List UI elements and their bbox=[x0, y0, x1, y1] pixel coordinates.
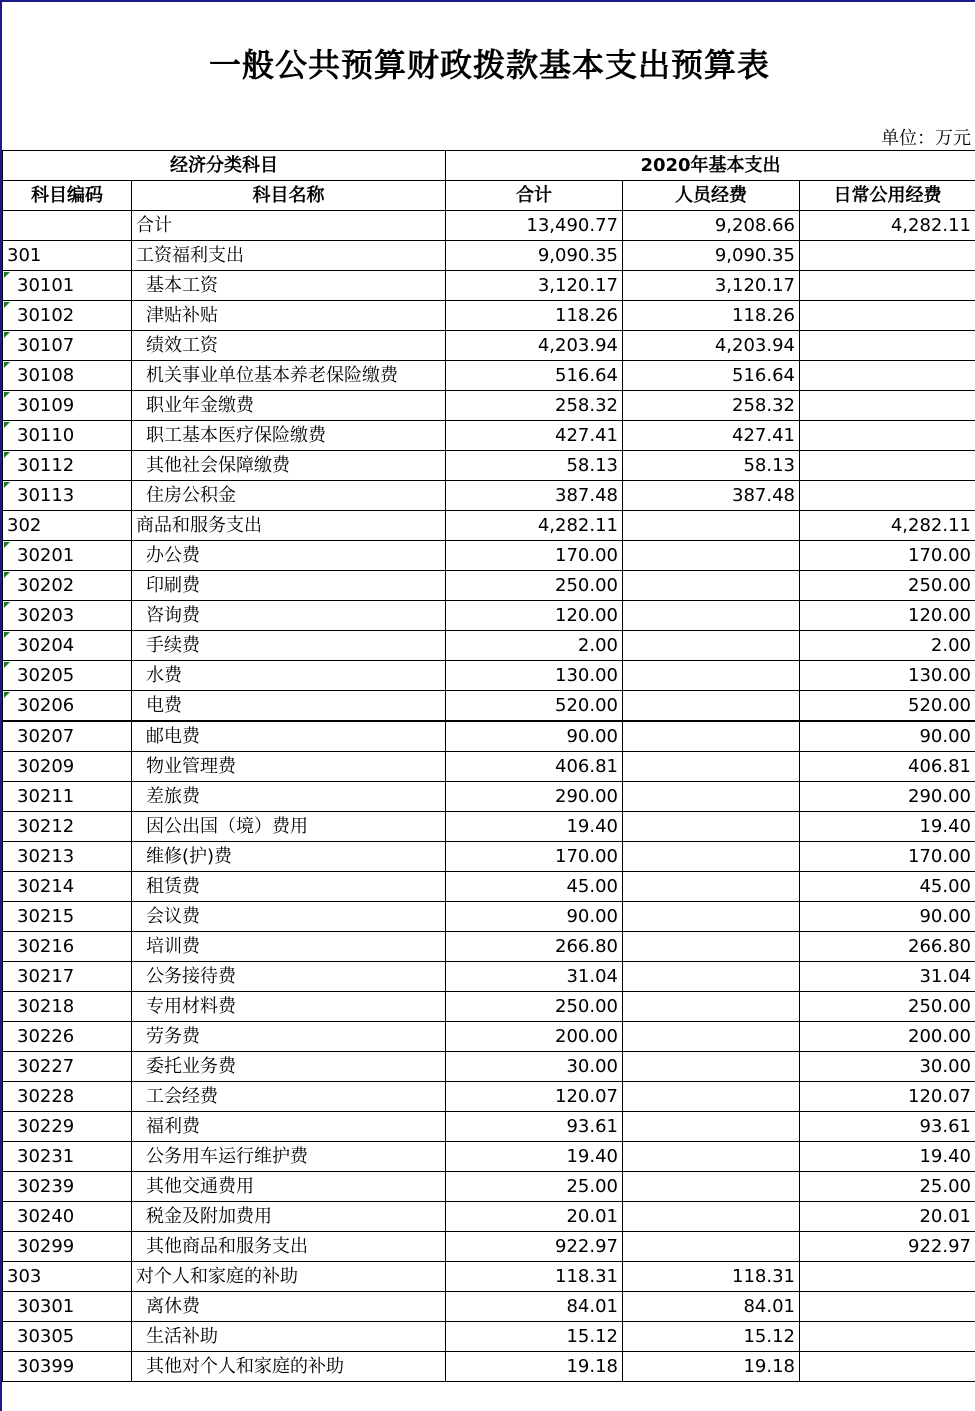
cell-public[interactable]: 130.00 bbox=[800, 661, 975, 691]
cell-code[interactable]: 30205 bbox=[3, 661, 132, 691]
cell-code[interactable]: 30112 bbox=[3, 451, 132, 481]
header-col-public[interactable]: 日常公用经费 bbox=[800, 181, 975, 211]
cell-code[interactable]: 30201 bbox=[3, 541, 132, 571]
header-row-columns bbox=[3, 181, 975, 211]
cell-name[interactable]: 水费 bbox=[132, 661, 446, 691]
cell-code[interactable]: 303 bbox=[3, 1262, 132, 1292]
cell-code[interactable]: 30227 bbox=[3, 1052, 132, 1082]
cell-total[interactable]: 290.00 bbox=[446, 782, 623, 812]
cell-name[interactable]: 工资福利支出 bbox=[132, 241, 446, 271]
cell-personnel[interactable] bbox=[623, 842, 800, 872]
cell-total[interactable]: 200.00 bbox=[446, 1022, 623, 1052]
cell-name[interactable]: 住房公积金 bbox=[132, 481, 446, 511]
cell-name[interactable]: 商品和服务支出 bbox=[132, 511, 446, 541]
table-row bbox=[3, 992, 975, 1022]
cell-public[interactable]: 25.00 bbox=[800, 1172, 975, 1202]
cell-total[interactable]: 170.00 bbox=[446, 842, 623, 872]
table-row bbox=[3, 962, 975, 992]
cell-personnel[interactable] bbox=[623, 752, 800, 782]
cell-public[interactable] bbox=[800, 391, 975, 421]
cell-total[interactable]: 45.00 bbox=[446, 872, 623, 902]
cell-code[interactable]: 30240 bbox=[3, 1202, 132, 1232]
cell-name[interactable]: 合计 bbox=[132, 211, 446, 241]
cell-name[interactable]: 手续费 bbox=[132, 631, 446, 661]
cell-personnel[interactable]: 258.32 bbox=[623, 391, 800, 421]
cell-public[interactable]: 2.00 bbox=[800, 631, 975, 661]
table-row bbox=[3, 271, 975, 301]
cell-personnel[interactable] bbox=[623, 902, 800, 932]
header-col-name[interactable]: 科目名称 bbox=[132, 181, 446, 211]
table-row bbox=[3, 1112, 975, 1142]
cell-name[interactable]: 租赁费 bbox=[132, 872, 446, 902]
cell-code[interactable]: 301 bbox=[3, 241, 132, 271]
cell-name[interactable]: 绩效工资 bbox=[132, 331, 446, 361]
table-row bbox=[3, 1322, 975, 1352]
cell-public[interactable] bbox=[800, 481, 975, 511]
cell-public[interactable]: 90.00 bbox=[800, 721, 975, 752]
cell-total[interactable]: 90.00 bbox=[446, 902, 623, 932]
cell-name[interactable]: 离休费 bbox=[132, 1292, 446, 1322]
cell-personnel[interactable]: 4,203.94 bbox=[623, 331, 800, 361]
table-row bbox=[3, 1172, 975, 1202]
cell-total[interactable]: 387.48 bbox=[446, 481, 623, 511]
cell-public[interactable]: 406.81 bbox=[800, 752, 975, 782]
table-row bbox=[3, 932, 975, 962]
cell-code[interactable]: 30110 bbox=[3, 421, 132, 451]
cell-public[interactable]: 170.00 bbox=[800, 541, 975, 571]
cell-public[interactable]: 922.97 bbox=[800, 1232, 975, 1262]
cell-total[interactable]: 93.61 bbox=[446, 1112, 623, 1142]
table-row bbox=[3, 241, 975, 271]
header-row-group bbox=[3, 151, 975, 181]
cell-personnel[interactable] bbox=[623, 601, 800, 631]
table-row bbox=[3, 1022, 975, 1052]
cell-code[interactable]: 30108 bbox=[3, 361, 132, 391]
cell-public[interactable] bbox=[800, 331, 975, 361]
header-col-personnel[interactable]: 人员经费 bbox=[623, 181, 800, 211]
cell-code[interactable]: 30305 bbox=[3, 1322, 132, 1352]
cell-code[interactable]: 30217 bbox=[3, 962, 132, 992]
cell-name[interactable]: 专用材料费 bbox=[132, 992, 446, 1022]
cell-total[interactable]: 250.00 bbox=[446, 992, 623, 1022]
table-row bbox=[3, 571, 975, 601]
cell-name[interactable]: 职业年金缴费 bbox=[132, 391, 446, 421]
cell-code[interactable]: 30102 bbox=[3, 301, 132, 331]
cell-personnel[interactable] bbox=[623, 511, 800, 541]
cell-total[interactable]: 170.00 bbox=[446, 541, 623, 571]
cell-personnel[interactable] bbox=[623, 571, 800, 601]
cell-personnel[interactable] bbox=[623, 631, 800, 661]
cell-personnel[interactable] bbox=[623, 1082, 800, 1112]
cell-name[interactable]: 税金及附加费用 bbox=[132, 1202, 446, 1232]
table-row bbox=[3, 1232, 975, 1262]
cell-code[interactable]: 30206 bbox=[3, 691, 132, 722]
cell-name[interactable]: 其他商品和服务支出 bbox=[132, 1232, 446, 1262]
table-row bbox=[3, 391, 975, 421]
table-row bbox=[3, 301, 975, 331]
table-row bbox=[3, 421, 975, 451]
cell-code[interactable]: 30212 bbox=[3, 812, 132, 842]
table-row bbox=[3, 601, 975, 631]
cell-name[interactable]: 工会经费 bbox=[132, 1082, 446, 1112]
cell-name[interactable]: 公务接待费 bbox=[132, 962, 446, 992]
cell-total[interactable]: 84.01 bbox=[446, 1292, 623, 1322]
cell-code[interactable]: 30299 bbox=[3, 1232, 132, 1262]
cell-code[interactable]: 30218 bbox=[3, 992, 132, 1022]
cell-name[interactable]: 基本工资 bbox=[132, 271, 446, 301]
table-row bbox=[3, 1082, 975, 1112]
cell-total[interactable]: 20.01 bbox=[446, 1202, 623, 1232]
cell-name[interactable]: 电费 bbox=[132, 691, 446, 722]
cell-code[interactable]: 30213 bbox=[3, 842, 132, 872]
cell-public[interactable]: 19.40 bbox=[800, 1142, 975, 1172]
cell-total[interactable]: 258.32 bbox=[446, 391, 623, 421]
cell-name[interactable]: 对个人和家庭的补助 bbox=[132, 1262, 446, 1292]
header-group-economic-category[interactable]: 经济分类科目 bbox=[3, 151, 446, 181]
cell-total[interactable]: 13,490.77 bbox=[446, 211, 623, 241]
cell-total[interactable]: 406.81 bbox=[446, 752, 623, 782]
cell-public[interactable]: 19.40 bbox=[800, 812, 975, 842]
cell-code[interactable]: 30214 bbox=[3, 872, 132, 902]
cell-name[interactable]: 津贴补贴 bbox=[132, 301, 446, 331]
cell-public[interactable]: 45.00 bbox=[800, 872, 975, 902]
cell-public[interactable] bbox=[800, 1292, 975, 1322]
cell-code[interactable]: 30399 bbox=[3, 1352, 132, 1382]
table-row bbox=[3, 782, 975, 812]
cell-code[interactable]: 30204 bbox=[3, 631, 132, 661]
cell-total[interactable]: 15.12 bbox=[446, 1322, 623, 1352]
cell-total[interactable]: 520.00 bbox=[446, 691, 623, 722]
cell-personnel[interactable] bbox=[623, 812, 800, 842]
cell-public[interactable]: 250.00 bbox=[800, 571, 975, 601]
cell-total[interactable]: 516.64 bbox=[446, 361, 623, 391]
table-row bbox=[3, 872, 975, 902]
table-row bbox=[3, 1142, 975, 1172]
cell-name[interactable]: 劳务费 bbox=[132, 1022, 446, 1052]
table-row bbox=[3, 1202, 975, 1232]
cell-public[interactable]: 170.00 bbox=[800, 842, 975, 872]
cell-total[interactable]: 922.97 bbox=[446, 1232, 623, 1262]
table-row bbox=[3, 631, 975, 661]
cell-public[interactable] bbox=[800, 1262, 975, 1292]
cell-personnel[interactable]: 516.64 bbox=[623, 361, 800, 391]
cell-total[interactable]: 90.00 bbox=[446, 721, 623, 752]
cell-code[interactable]: 30101 bbox=[3, 271, 132, 301]
cell-name[interactable]: 生活补助 bbox=[132, 1322, 446, 1352]
cell-code[interactable]: 30107 bbox=[3, 331, 132, 361]
cell-total[interactable]: 4,203.94 bbox=[446, 331, 623, 361]
table-row bbox=[3, 541, 975, 571]
table-row bbox=[3, 481, 975, 511]
cell-name[interactable]: 维修(护)费 bbox=[132, 842, 446, 872]
cell-total[interactable]: 118.26 bbox=[446, 301, 623, 331]
cell-public[interactable] bbox=[800, 361, 975, 391]
cell-name[interactable]: 福利费 bbox=[132, 1112, 446, 1142]
budget-table bbox=[2, 150, 975, 1382]
cell-public[interactable] bbox=[800, 301, 975, 331]
cell-name[interactable]: 物业管理费 bbox=[132, 752, 446, 782]
cell-total[interactable]: 2.00 bbox=[446, 631, 623, 661]
cell-total[interactable]: 25.00 bbox=[446, 1172, 623, 1202]
cell-personnel[interactable]: 9,208.66 bbox=[623, 211, 800, 241]
header-group-basic-expense[interactable]: 2020年基本支出 bbox=[446, 151, 975, 181]
cell-total[interactable]: 19.40 bbox=[446, 812, 623, 842]
cell-name[interactable]: 因公出国（境）费用 bbox=[132, 812, 446, 842]
cell-code[interactable]: 30109 bbox=[3, 391, 132, 421]
table-row bbox=[3, 1292, 975, 1322]
unit-label: 单位：万元 bbox=[881, 128, 971, 149]
page-title: 一般公共预算财政拨款基本支出预算表 bbox=[208, 46, 770, 84]
cell-personnel[interactable] bbox=[623, 992, 800, 1022]
cell-code[interactable]: 302 bbox=[3, 511, 132, 541]
table-row bbox=[3, 211, 975, 241]
table-row bbox=[3, 1262, 975, 1292]
cell-name[interactable]: 其他对个人和家庭的补助 bbox=[132, 1352, 446, 1382]
cell-public[interactable]: 200.00 bbox=[800, 1022, 975, 1052]
cell-name[interactable]: 机关事业单位基本养老保险缴费 bbox=[132, 361, 446, 391]
cell-code[interactable]: 30229 bbox=[3, 1112, 132, 1142]
cell-public[interactable]: 290.00 bbox=[800, 782, 975, 812]
cell-name[interactable]: 其他社会保障缴费 bbox=[132, 451, 446, 481]
cell-code[interactable]: 30211 bbox=[3, 782, 132, 812]
cell-name[interactable]: 差旅费 bbox=[132, 782, 446, 812]
table-row bbox=[3, 752, 975, 782]
cell-personnel[interactable]: 387.48 bbox=[623, 481, 800, 511]
cell-total[interactable]: 120.00 bbox=[446, 601, 623, 631]
cell-code[interactable]: 30301 bbox=[3, 1292, 132, 1322]
cell-personnel[interactable] bbox=[623, 1052, 800, 1082]
cell-public[interactable] bbox=[800, 1352, 975, 1382]
table-row bbox=[3, 361, 975, 391]
cell-public[interactable]: 4,282.11 bbox=[800, 211, 975, 241]
cell-code[interactable]: 30209 bbox=[3, 752, 132, 782]
cell-name[interactable]: 职工基本医疗保险缴费 bbox=[132, 421, 446, 451]
cell-public[interactable]: 520.00 bbox=[800, 691, 975, 722]
cell-name[interactable]: 办公费 bbox=[132, 541, 446, 571]
table-row bbox=[3, 1052, 975, 1082]
cell-personnel[interactable]: 84.01 bbox=[623, 1292, 800, 1322]
cell-personnel[interactable] bbox=[623, 962, 800, 992]
cell-code[interactable]: 30231 bbox=[3, 1142, 132, 1172]
cell-personnel[interactable]: 427.41 bbox=[623, 421, 800, 451]
cell-total[interactable]: 30.00 bbox=[446, 1052, 623, 1082]
cell-public[interactable]: 4,282.11 bbox=[800, 511, 975, 541]
cell-name[interactable]: 公务用车运行维护费 bbox=[132, 1142, 446, 1172]
cell-name[interactable]: 邮电费 bbox=[132, 721, 446, 752]
cell-total[interactable]: 250.00 bbox=[446, 571, 623, 601]
cell-public[interactable]: 20.01 bbox=[800, 1202, 975, 1232]
cell-total[interactable]: 120.07 bbox=[446, 1082, 623, 1112]
cell-public[interactable]: 93.61 bbox=[800, 1112, 975, 1142]
table-body bbox=[3, 211, 975, 1382]
header-col-code[interactable]: 科目编码 bbox=[3, 181, 132, 211]
cell-code[interactable]: 30202 bbox=[3, 571, 132, 601]
cell-personnel[interactable]: 9,090.35 bbox=[623, 241, 800, 271]
header-col-total[interactable]: 合计 bbox=[446, 181, 623, 211]
cell-personnel[interactable]: 58.13 bbox=[623, 451, 800, 481]
cell-code[interactable]: 30215 bbox=[3, 902, 132, 932]
cell-personnel[interactable]: 19.18 bbox=[623, 1352, 800, 1382]
cell-personnel[interactable] bbox=[623, 872, 800, 902]
cell-personnel[interactable] bbox=[623, 541, 800, 571]
table-row bbox=[3, 511, 975, 541]
cell-name[interactable]: 培训费 bbox=[132, 932, 446, 962]
cell-public[interactable]: 120.07 bbox=[800, 1082, 975, 1112]
table-row bbox=[3, 451, 975, 481]
cell-personnel[interactable] bbox=[623, 1202, 800, 1232]
cell-name[interactable]: 咨询费 bbox=[132, 601, 446, 631]
table-row bbox=[3, 721, 975, 752]
cell-total[interactable]: 9,090.35 bbox=[446, 241, 623, 271]
cell-code[interactable]: 30207 bbox=[3, 721, 132, 752]
cell-public[interactable] bbox=[800, 241, 975, 271]
cell-name[interactable]: 会议费 bbox=[132, 902, 446, 932]
cell-personnel[interactable] bbox=[623, 782, 800, 812]
table-row bbox=[3, 1352, 975, 1382]
cell-personnel[interactable] bbox=[623, 1232, 800, 1262]
table-row bbox=[3, 661, 975, 691]
cell-total[interactable]: 19.18 bbox=[446, 1352, 623, 1382]
cell-total[interactable]: 19.40 bbox=[446, 1142, 623, 1172]
cell-personnel[interactable]: 3,120.17 bbox=[623, 271, 800, 301]
cell-public[interactable]: 266.80 bbox=[800, 932, 975, 962]
cell-public[interactable] bbox=[800, 421, 975, 451]
cell-code[interactable]: 30239 bbox=[3, 1172, 132, 1202]
cell-personnel[interactable] bbox=[623, 1112, 800, 1142]
cell-total[interactable]: 266.80 bbox=[446, 932, 623, 962]
cell-personnel[interactable] bbox=[623, 1172, 800, 1202]
cell-code[interactable]: 30226 bbox=[3, 1022, 132, 1052]
table-row bbox=[3, 842, 975, 872]
cell-public[interactable]: 31.04 bbox=[800, 962, 975, 992]
table-row bbox=[3, 812, 975, 842]
cell-total[interactable]: 31.04 bbox=[446, 962, 623, 992]
cell-personnel[interactable] bbox=[623, 1142, 800, 1172]
cell-code[interactable] bbox=[3, 211, 132, 241]
cell-code[interactable]: 30216 bbox=[3, 932, 132, 962]
cell-total[interactable]: 130.00 bbox=[446, 661, 623, 691]
cell-total[interactable]: 427.41 bbox=[446, 421, 623, 451]
cell-personnel[interactable]: 118.26 bbox=[623, 301, 800, 331]
cell-public[interactable]: 30.00 bbox=[800, 1052, 975, 1082]
cell-total[interactable]: 58.13 bbox=[446, 451, 623, 481]
cell-total[interactable]: 118.31 bbox=[446, 1262, 623, 1292]
cell-public[interactable] bbox=[800, 1322, 975, 1352]
cell-code[interactable]: 30113 bbox=[3, 481, 132, 511]
cell-personnel[interactable] bbox=[623, 691, 800, 722]
cell-public[interactable]: 120.00 bbox=[800, 601, 975, 631]
cell-total[interactable]: 4,282.11 bbox=[446, 511, 623, 541]
cell-code[interactable]: 30203 bbox=[3, 601, 132, 631]
table-row bbox=[3, 691, 975, 722]
cell-public[interactable] bbox=[800, 451, 975, 481]
cell-personnel[interactable] bbox=[623, 932, 800, 962]
cell-total[interactable]: 3,120.17 bbox=[446, 271, 623, 301]
cell-name[interactable]: 印刷费 bbox=[132, 571, 446, 601]
cell-name[interactable]: 其他交通费用 bbox=[132, 1172, 446, 1202]
cell-public[interactable]: 250.00 bbox=[800, 992, 975, 1022]
table-row bbox=[3, 331, 975, 361]
cell-code[interactable]: 30228 bbox=[3, 1082, 132, 1112]
cell-public[interactable]: 90.00 bbox=[800, 902, 975, 932]
cell-personnel[interactable] bbox=[623, 721, 800, 752]
cell-public[interactable] bbox=[800, 271, 975, 301]
cell-personnel[interactable] bbox=[623, 1022, 800, 1052]
cell-personnel[interactable]: 118.31 bbox=[623, 1262, 800, 1292]
cell-personnel[interactable]: 15.12 bbox=[623, 1322, 800, 1352]
cell-personnel[interactable] bbox=[623, 661, 800, 691]
table-row bbox=[3, 902, 975, 932]
cell-name[interactable]: 委托业务费 bbox=[132, 1052, 446, 1082]
